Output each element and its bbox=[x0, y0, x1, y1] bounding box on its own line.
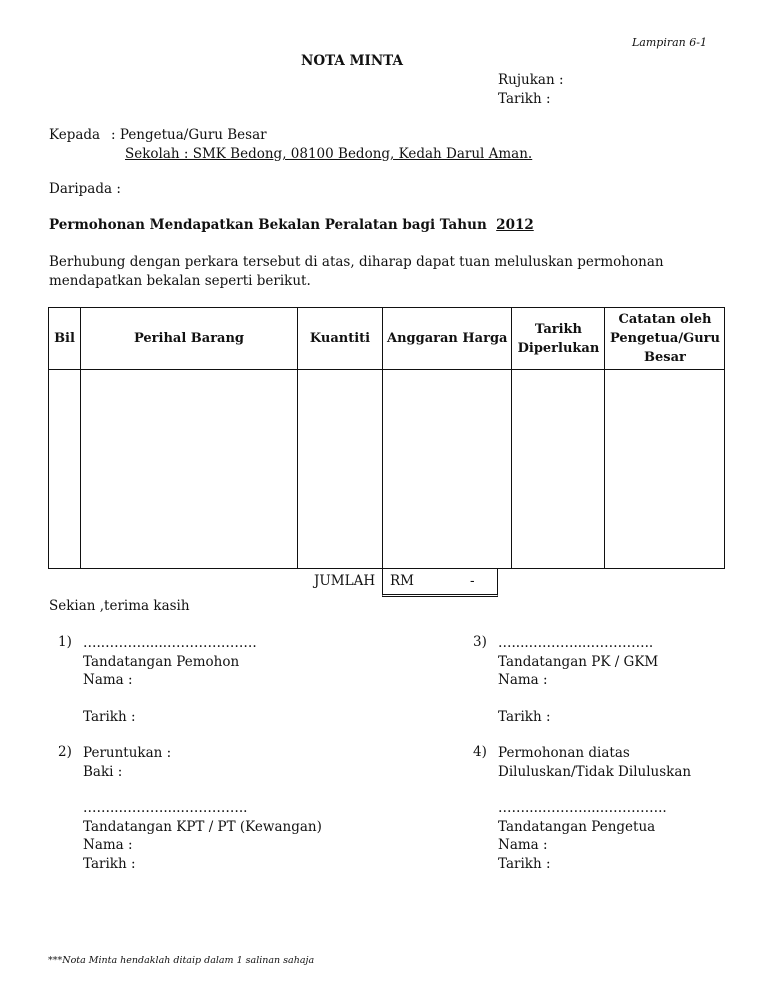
col-tarikh-diperlukan: Tarikh Diperlukan bbox=[512, 308, 605, 370]
table-cell[interactable] bbox=[298, 370, 383, 569]
sig4-dots[interactable]: ……....……….....………….. bbox=[498, 800, 667, 816]
col-kuantiti: Kuantiti bbox=[298, 308, 383, 370]
sig2-name: Nama : bbox=[83, 837, 133, 853]
table-row bbox=[49, 370, 725, 569]
currency-label: RM bbox=[390, 573, 414, 589]
sig1-date: Tarikh : bbox=[83, 708, 136, 725]
sig3-name: Nama : bbox=[498, 672, 548, 688]
subject-year: 2012 bbox=[496, 217, 534, 233]
page-title: NOTA MINTA bbox=[301, 53, 403, 69]
school-address: Sekolah : SMK Bedong, 08100 Bedong, Kedah Darul Aman. bbox=[125, 146, 533, 162]
total-value: - bbox=[470, 573, 475, 589]
sig1-block bbox=[83, 634, 257, 726]
table-cell[interactable] bbox=[81, 370, 298, 569]
sender-label: Daripada : bbox=[49, 181, 121, 197]
sig2-dots[interactable]: ……...……….....………….. bbox=[83, 800, 248, 816]
sig3-number: 3) bbox=[473, 634, 487, 650]
recipient-value: : Pengetua/Guru Besar bbox=[111, 127, 267, 143]
table-cell[interactable] bbox=[49, 370, 81, 569]
sig2-number: 2) bbox=[58, 744, 72, 760]
sig4-number: 4) bbox=[473, 744, 487, 760]
sig2-allocation: Peruntukan : bbox=[83, 745, 172, 761]
sig4-name: Nama : bbox=[498, 837, 548, 853]
reference-field: Rujukan : bbox=[498, 72, 564, 88]
sig3-dots[interactable]: …....….……....………….. bbox=[498, 635, 654, 651]
sig1-name: Nama : bbox=[83, 672, 133, 688]
sig3-title: Tandatangan PK / GKM bbox=[498, 653, 659, 670]
total-label: JUMLAH bbox=[314, 573, 376, 589]
sig2-block bbox=[83, 744, 322, 873]
sig3-date: Tarikh : bbox=[498, 708, 551, 725]
table-cell[interactable] bbox=[605, 370, 725, 569]
date-field: Tarikh : bbox=[498, 91, 551, 107]
sig2-balance: Baki : bbox=[83, 763, 123, 780]
sig1-title: Tandatangan Pemohon bbox=[83, 653, 240, 670]
table-header-row bbox=[49, 308, 725, 370]
col-perihal-barang: Perihal Barang bbox=[81, 308, 298, 370]
col-anggaran-harga: Anggaran Harga bbox=[383, 308, 512, 370]
sig4-date: Tarikh : bbox=[498, 855, 551, 872]
sig4-title: Tandatangan Pengetua bbox=[498, 818, 656, 835]
sig2-title: Tandatangan KPT / PT (Kewangan) bbox=[83, 818, 322, 835]
col-bil: Bil bbox=[49, 308, 81, 370]
sig4-approval: Diluluskan/Tidak Diluluskan bbox=[498, 763, 692, 780]
sig3-block bbox=[498, 634, 658, 726]
items-table bbox=[48, 307, 725, 569]
table-cell[interactable] bbox=[512, 370, 605, 569]
table-cell[interactable] bbox=[383, 370, 512, 569]
sig4-block bbox=[498, 744, 691, 873]
sig2-date: Tarikh : bbox=[83, 855, 136, 872]
request-paragraph: Berhubung dengan perkara tersebut di atas, diharap dapat tuan meluluskan permohonan mendapatkan bekalan seperti berikut. bbox=[49, 254, 664, 289]
closing-text: Sekian ,terima kasih bbox=[49, 598, 190, 614]
sig1-number: 1) bbox=[58, 634, 72, 650]
sig1-dots[interactable]: …..……….....………….……. bbox=[83, 635, 257, 651]
appendix-label: Lampiran 6-1 bbox=[632, 36, 707, 49]
recipient-label: Kepada bbox=[49, 127, 101, 143]
col-catatan: Catatan oleh Pengetua/Guru Besar bbox=[605, 308, 725, 370]
subject-line bbox=[49, 217, 534, 233]
subject-text: Permohonan Mendapatkan Bekalan Peralatan bagi Tahun bbox=[49, 217, 487, 233]
footnote: ***Nota Minta hendaklah ditaip dalam 1 salinan sahaja bbox=[48, 955, 315, 966]
sig4-application: Permohonan diatas bbox=[498, 745, 630, 761]
